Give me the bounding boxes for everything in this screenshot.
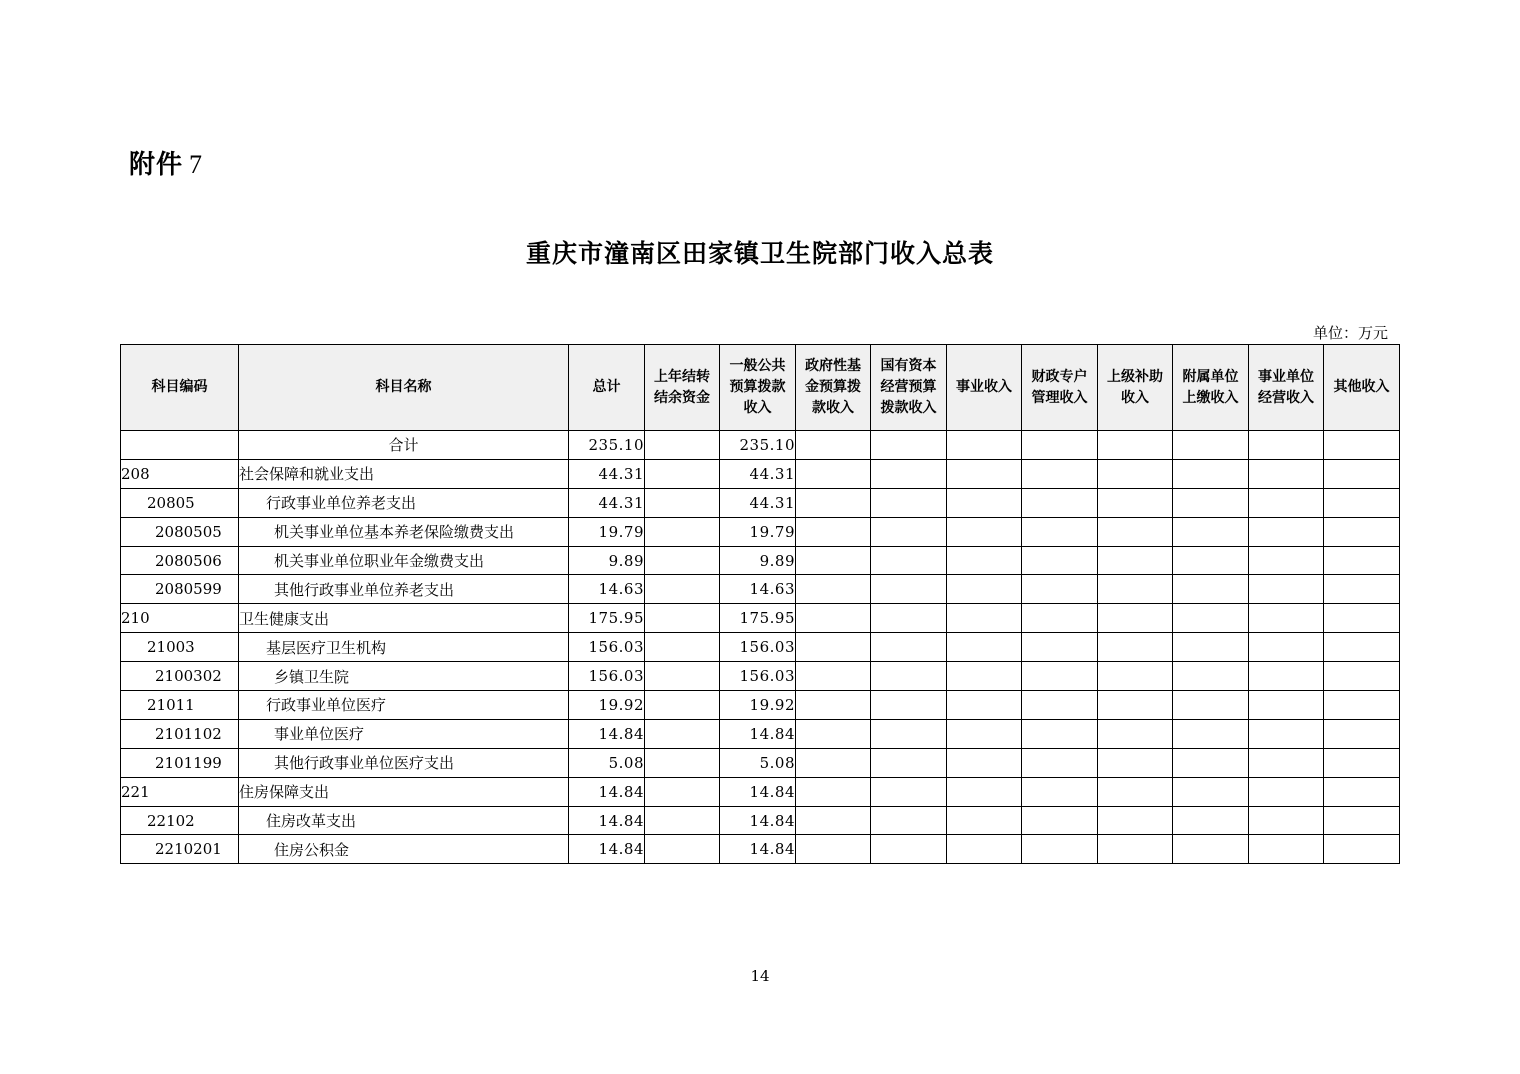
empty-cell bbox=[871, 835, 947, 864]
empty-cell bbox=[645, 748, 720, 777]
empty-cell bbox=[1324, 748, 1400, 777]
row-name: 机关事业单位基本养老保险缴费支出 bbox=[239, 517, 569, 546]
empty-cell bbox=[1173, 431, 1249, 460]
empty-cell bbox=[1249, 777, 1324, 806]
row-general: 156.03 bbox=[720, 662, 796, 691]
empty-cell bbox=[871, 633, 947, 662]
header-gov-fund: 政府性基金预算拨款收入 bbox=[796, 345, 871, 431]
row-code: 2080506 bbox=[121, 546, 239, 575]
empty-cell bbox=[1324, 662, 1400, 691]
row-code: 22102 bbox=[121, 806, 239, 835]
empty-cell bbox=[947, 604, 1022, 633]
total-sum: 235.10 bbox=[569, 431, 645, 460]
empty-cell bbox=[796, 662, 871, 691]
empty-cell bbox=[645, 604, 720, 633]
empty-cell bbox=[1098, 806, 1173, 835]
row-general: 44.31 bbox=[720, 459, 796, 488]
row-code: 210 bbox=[121, 604, 239, 633]
empty-cell bbox=[1022, 575, 1098, 604]
header-general-budget: 一般公共预算拨款收入 bbox=[720, 345, 796, 431]
empty-cell bbox=[1249, 546, 1324, 575]
empty-cell bbox=[1022, 546, 1098, 575]
empty-cell bbox=[1173, 517, 1249, 546]
empty-cell bbox=[1022, 719, 1098, 748]
empty-cell bbox=[947, 662, 1022, 691]
empty-cell bbox=[796, 488, 871, 517]
empty-cell bbox=[947, 517, 1022, 546]
empty-cell bbox=[796, 604, 871, 633]
empty-cell bbox=[871, 662, 947, 691]
empty-cell bbox=[1249, 806, 1324, 835]
row-total: 156.03 bbox=[569, 633, 645, 662]
empty-cell bbox=[947, 691, 1022, 720]
empty-cell bbox=[871, 517, 947, 546]
empty-cell bbox=[947, 633, 1022, 662]
header-name: 科目名称 bbox=[239, 345, 569, 431]
empty-cell bbox=[947, 748, 1022, 777]
empty-cell bbox=[871, 546, 947, 575]
empty-cell bbox=[871, 431, 947, 460]
empty-cell bbox=[1022, 691, 1098, 720]
empty-cell bbox=[1098, 431, 1173, 460]
empty-cell bbox=[1022, 633, 1098, 662]
empty-cell bbox=[871, 806, 947, 835]
row-code: 2080599 bbox=[121, 575, 239, 604]
empty-cell bbox=[1098, 459, 1173, 488]
empty-cell bbox=[947, 719, 1022, 748]
empty-cell bbox=[1173, 633, 1249, 662]
empty-cell bbox=[1173, 604, 1249, 633]
table-row bbox=[121, 691, 1400, 720]
empty-cell bbox=[796, 633, 871, 662]
empty-cell bbox=[1022, 835, 1098, 864]
row-total: 9.89 bbox=[569, 546, 645, 575]
empty-cell bbox=[796, 691, 871, 720]
empty-cell bbox=[1324, 575, 1400, 604]
table-row bbox=[121, 459, 1400, 488]
empty-cell bbox=[796, 748, 871, 777]
empty-cell bbox=[1098, 517, 1173, 546]
row-total: 14.63 bbox=[569, 575, 645, 604]
empty-cell bbox=[796, 719, 871, 748]
empty-cell bbox=[1098, 691, 1173, 720]
row-total: 14.84 bbox=[569, 835, 645, 864]
empty-cell bbox=[1173, 459, 1249, 488]
empty-cell bbox=[871, 459, 947, 488]
row-total: 156.03 bbox=[569, 662, 645, 691]
table-row bbox=[121, 748, 1400, 777]
table-row bbox=[121, 575, 1400, 604]
row-name: 其他行政事业单位养老支出 bbox=[239, 575, 569, 604]
empty-cell bbox=[1249, 575, 1324, 604]
empty-cell bbox=[645, 575, 720, 604]
row-total: 44.31 bbox=[569, 488, 645, 517]
row-general: 5.08 bbox=[720, 748, 796, 777]
empty-cell bbox=[645, 459, 720, 488]
empty-cell bbox=[645, 662, 720, 691]
empty-cell bbox=[645, 633, 720, 662]
header-other: 其他收入 bbox=[1324, 345, 1400, 431]
row-total: 19.79 bbox=[569, 517, 645, 546]
row-code: 208 bbox=[121, 459, 239, 488]
empty-cell bbox=[1249, 662, 1324, 691]
row-name: 基层医疗卫生机构 bbox=[239, 633, 569, 662]
header-total: 总计 bbox=[569, 345, 645, 431]
empty-cell bbox=[1022, 604, 1098, 633]
row-general: 14.84 bbox=[720, 835, 796, 864]
row-general: 14.84 bbox=[720, 806, 796, 835]
empty-cell bbox=[645, 431, 720, 460]
empty-cell bbox=[1173, 662, 1249, 691]
row-name: 住房保障支出 bbox=[239, 777, 569, 806]
row-total: 14.84 bbox=[569, 777, 645, 806]
empty-cell bbox=[871, 604, 947, 633]
empty-cell bbox=[796, 777, 871, 806]
empty-cell bbox=[1324, 777, 1400, 806]
empty-cell bbox=[1324, 431, 1400, 460]
empty-cell bbox=[1022, 777, 1098, 806]
empty-cell bbox=[947, 777, 1022, 806]
row-total: 5.08 bbox=[569, 748, 645, 777]
empty-cell bbox=[1022, 431, 1098, 460]
empty-cell bbox=[1324, 835, 1400, 864]
empty-cell bbox=[1173, 777, 1249, 806]
empty-cell bbox=[1249, 517, 1324, 546]
header-subsidy: 上级补助收入 bbox=[1098, 345, 1173, 431]
row-code: 2101199 bbox=[121, 748, 239, 777]
row-code: 2080505 bbox=[121, 517, 239, 546]
empty-cell bbox=[1022, 662, 1098, 691]
empty-cell bbox=[645, 835, 720, 864]
empty-cell bbox=[645, 488, 720, 517]
header-operation: 事业单位经营收入 bbox=[1249, 345, 1324, 431]
empty-cell bbox=[1022, 488, 1098, 517]
row-total: 44.31 bbox=[569, 459, 645, 488]
row-total: 14.84 bbox=[569, 719, 645, 748]
empty-cell bbox=[645, 691, 720, 720]
header-business-income: 事业收入 bbox=[947, 345, 1022, 431]
empty-cell bbox=[1098, 604, 1173, 633]
empty-cell bbox=[1098, 748, 1173, 777]
empty-cell bbox=[1098, 777, 1173, 806]
table-row bbox=[121, 806, 1400, 835]
row-code: 20805 bbox=[121, 488, 239, 517]
empty-cell bbox=[871, 488, 947, 517]
empty-cell bbox=[1324, 633, 1400, 662]
empty-cell bbox=[1098, 575, 1173, 604]
header-code: 科目编码 bbox=[121, 345, 239, 431]
row-general: 156.03 bbox=[720, 633, 796, 662]
empty-cell bbox=[1098, 835, 1173, 864]
total-row bbox=[121, 431, 1400, 460]
empty-cell bbox=[1098, 719, 1173, 748]
empty-cell bbox=[1249, 604, 1324, 633]
row-total: 175.95 bbox=[569, 604, 645, 633]
empty-cell bbox=[1249, 719, 1324, 748]
table-row bbox=[121, 517, 1400, 546]
attachment-prefix: 附件 bbox=[129, 150, 184, 180]
row-name: 卫生健康支出 bbox=[239, 604, 569, 633]
table-row bbox=[121, 835, 1400, 864]
empty-cell bbox=[1249, 633, 1324, 662]
empty-cell bbox=[1173, 806, 1249, 835]
empty-cell bbox=[796, 459, 871, 488]
empty-cell bbox=[645, 806, 720, 835]
row-code: 221 bbox=[121, 777, 239, 806]
empty-cell bbox=[1098, 633, 1173, 662]
empty-cell bbox=[1249, 431, 1324, 460]
empty-cell bbox=[871, 777, 947, 806]
empty-cell bbox=[1098, 662, 1173, 691]
empty-cell bbox=[1173, 719, 1249, 748]
row-general: 14.84 bbox=[720, 719, 796, 748]
empty-cell bbox=[1173, 575, 1249, 604]
empty-cell bbox=[796, 575, 871, 604]
table-row bbox=[121, 488, 1400, 517]
empty-cell bbox=[796, 546, 871, 575]
empty-cell bbox=[1022, 806, 1098, 835]
empty-cell bbox=[1324, 719, 1400, 748]
row-general: 14.63 bbox=[720, 575, 796, 604]
row-name: 其他行政事业单位医疗支出 bbox=[239, 748, 569, 777]
empty-cell bbox=[871, 575, 947, 604]
empty-cell bbox=[947, 431, 1022, 460]
row-general: 44.31 bbox=[720, 488, 796, 517]
row-name: 事业单位医疗 bbox=[239, 719, 569, 748]
table-row bbox=[121, 546, 1400, 575]
row-code: 21003 bbox=[121, 633, 239, 662]
table-row bbox=[121, 662, 1400, 691]
empty-cell bbox=[871, 691, 947, 720]
empty-cell bbox=[1249, 488, 1324, 517]
row-total: 19.92 bbox=[569, 691, 645, 720]
row-general: 19.79 bbox=[720, 517, 796, 546]
empty-cell bbox=[947, 835, 1022, 864]
header-special-account: 财政专户管理收入 bbox=[1022, 345, 1098, 431]
empty-cell bbox=[1173, 691, 1249, 720]
empty-cell bbox=[1098, 488, 1173, 517]
table-header-row bbox=[121, 345, 1400, 431]
row-name: 行政事业单位医疗 bbox=[239, 691, 569, 720]
row-name: 乡镇卫生院 bbox=[239, 662, 569, 691]
empty-cell bbox=[1324, 806, 1400, 835]
row-name: 住房公积金 bbox=[239, 835, 569, 864]
empty-cell bbox=[1173, 748, 1249, 777]
empty-cell bbox=[947, 459, 1022, 488]
header-affiliated: 附属单位上缴收入 bbox=[1173, 345, 1249, 431]
empty-cell bbox=[1173, 835, 1249, 864]
row-name: 行政事业单位养老支出 bbox=[239, 488, 569, 517]
empty-cell bbox=[1173, 546, 1249, 575]
empty-cell bbox=[947, 546, 1022, 575]
row-general: 175.95 bbox=[720, 604, 796, 633]
empty-cell bbox=[947, 806, 1022, 835]
empty-cell bbox=[796, 517, 871, 546]
unit-label: 单位：万元 bbox=[1312, 324, 1388, 342]
empty-cell bbox=[1022, 748, 1098, 777]
document-title: 重庆市潼南区田家镇卫生院部门收入总表 bbox=[525, 239, 994, 268]
empty-cell bbox=[796, 431, 871, 460]
empty-cell bbox=[1249, 459, 1324, 488]
empty-cell bbox=[1249, 691, 1324, 720]
total-code-cell bbox=[121, 431, 239, 460]
row-general: 9.89 bbox=[720, 546, 796, 575]
row-name: 住房改革支出 bbox=[239, 806, 569, 835]
empty-cell bbox=[1098, 546, 1173, 575]
total-general: 235.10 bbox=[720, 431, 796, 460]
empty-cell bbox=[1324, 517, 1400, 546]
empty-cell bbox=[1324, 459, 1400, 488]
empty-cell bbox=[871, 719, 947, 748]
row-name: 社会保障和就业支出 bbox=[239, 459, 569, 488]
total-label: 合计 bbox=[239, 431, 569, 460]
row-general: 19.92 bbox=[720, 691, 796, 720]
empty-cell bbox=[1324, 488, 1400, 517]
row-total: 14.84 bbox=[569, 806, 645, 835]
empty-cell bbox=[645, 546, 720, 575]
empty-cell bbox=[947, 575, 1022, 604]
empty-cell bbox=[947, 488, 1022, 517]
row-general: 14.84 bbox=[720, 777, 796, 806]
empty-cell bbox=[796, 835, 871, 864]
empty-cell bbox=[1249, 835, 1324, 864]
header-carryover: 上年结转结余资金 bbox=[645, 345, 720, 431]
empty-cell bbox=[1022, 517, 1098, 546]
empty-cell bbox=[1249, 748, 1324, 777]
table-row bbox=[121, 633, 1400, 662]
income-summary-table bbox=[120, 344, 1400, 864]
row-code: 2101102 bbox=[121, 719, 239, 748]
empty-cell bbox=[871, 748, 947, 777]
row-code: 21011 bbox=[121, 691, 239, 720]
page-number: 14 bbox=[750, 967, 770, 985]
row-code: 2210201 bbox=[121, 835, 239, 864]
empty-cell bbox=[645, 719, 720, 748]
attachment-label bbox=[129, 144, 203, 181]
table-row bbox=[121, 604, 1400, 633]
empty-cell bbox=[1022, 459, 1098, 488]
header-state-asset: 国有资本经营预算拨款收入 bbox=[871, 345, 947, 431]
row-name: 机关事业单位职业年金缴费支出 bbox=[239, 546, 569, 575]
empty-cell bbox=[1324, 691, 1400, 720]
empty-cell bbox=[1173, 488, 1249, 517]
row-code: 2100302 bbox=[121, 662, 239, 691]
table-row bbox=[121, 719, 1400, 748]
empty-cell bbox=[645, 517, 720, 546]
empty-cell bbox=[1324, 546, 1400, 575]
attachment-number: 7 bbox=[189, 150, 204, 179]
empty-cell bbox=[645, 777, 720, 806]
empty-cell bbox=[796, 806, 871, 835]
table-row bbox=[121, 777, 1400, 806]
empty-cell bbox=[1324, 604, 1400, 633]
